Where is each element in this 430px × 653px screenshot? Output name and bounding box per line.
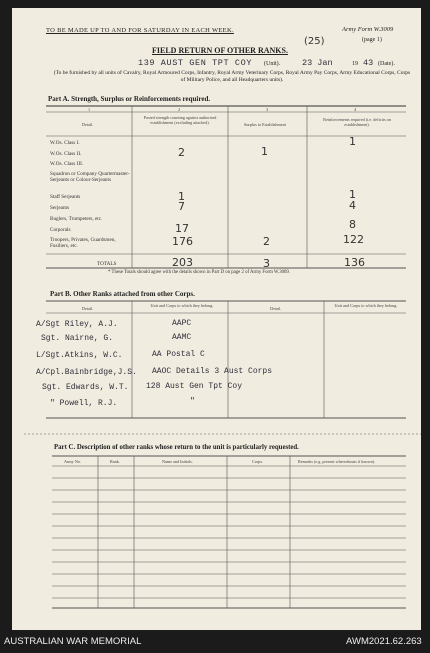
part-b-name-2: Sgt. Nairne, G. xyxy=(41,334,114,343)
footer-institution: AUSTRALIAN WAR MEMORIAL xyxy=(4,636,142,647)
col-num-1: 1 xyxy=(88,107,91,112)
row-label-sgts: Serjeants xyxy=(50,205,70,211)
col-header-surplus: Surplus to Establishment xyxy=(244,122,286,127)
year-value: 43 xyxy=(363,58,374,68)
row-surplus-troopers: 2 xyxy=(263,235,270,248)
part-b-name-6: " Powell, R.J. xyxy=(50,399,118,408)
totals-reinf: 136 xyxy=(344,256,365,269)
part-c-header-corps: Corps. xyxy=(252,459,264,464)
col-num-3: 3 xyxy=(266,107,269,112)
col-num-4: 4 xyxy=(354,107,357,112)
instruction-text: TO BE MADE UP TO AND FOR SATURDAY IN EACH WEEK. xyxy=(46,27,234,34)
part-c-header-remarks: Remarks (e.g. present whereabouts if known). xyxy=(298,459,376,464)
handwritten-number: (25) xyxy=(304,36,325,47)
part-b-name-4: A/Cpl.Bainbridge,J.S. xyxy=(36,368,137,377)
row-posted-staff-sgts: 1 xyxy=(178,190,185,203)
part-b-title: Part B. Other Ranks attached from other Corps. xyxy=(50,290,195,298)
totals-surplus: 3 xyxy=(263,257,270,270)
date-label: (Date). xyxy=(378,61,395,67)
totals-posted: 203 xyxy=(172,256,193,269)
header-note: (To be furnished by all units of Cavalry, Royal Armoured Corps, Infantry, Royal Army Veterinary Corps, Royal Army Pay Corps, Army Educational Corps, Corps of Military Police, and all Headquarters units). xyxy=(53,70,411,83)
date-value: 23 Jan xyxy=(302,58,333,68)
row-label-buglers: Buglers, Trumpeters, etc. xyxy=(50,216,103,222)
part-b-header-unit-2: Unit and Corps to which they belong. xyxy=(334,303,398,308)
row-posted-troopers: 176 xyxy=(172,235,193,248)
row-posted-sgts: 7 xyxy=(178,200,185,213)
part-b-header-detail-1: Detail. xyxy=(82,306,94,311)
row-reinf-troopers: 122 xyxy=(343,233,364,246)
part-b-unit-4: AAOC Details 3 Aust Corps xyxy=(152,367,273,376)
form-sheet xyxy=(12,8,421,630)
row-label-troopers: Troopers, Privates, Guardsmen, Fusiliers, etc. xyxy=(50,237,116,249)
row-reinf-wo1: 1 xyxy=(349,135,356,148)
part-c-header-army-no: Army No. xyxy=(64,459,81,464)
row-posted-wo2: 2 xyxy=(178,146,185,159)
row-label-wo3: W.Os. Class III. xyxy=(50,161,84,167)
row-reinf-cpls: 8 xyxy=(349,218,356,231)
part-c-title: Part C. Description of other ranks whose return to the unit is particularly requested. xyxy=(54,444,299,451)
row-reinf-staff-sgts: 1 xyxy=(349,188,356,201)
part-c-header-rank: Rank. xyxy=(110,459,120,464)
row-surplus-wo2: 1 xyxy=(261,145,268,158)
row-label-cpls: Corporals xyxy=(50,227,71,233)
form-title: FIELD RETURN OF OTHER RANKS. xyxy=(152,46,288,55)
page-number: (page 1) xyxy=(362,37,382,43)
row-label-staff-sgts: Staff Serjeants xyxy=(50,194,81,200)
row-reinf-sgts: 4 xyxy=(349,199,356,212)
totals-label: TOTALS xyxy=(97,261,117,267)
year-prefix: 19 xyxy=(352,61,358,67)
footer-accession-number: AWM2021.62.263 xyxy=(346,636,422,647)
part-b-name-3: L/Sgt.Atkins, W.C. xyxy=(36,351,123,360)
col-header-detail: Detail. xyxy=(82,122,94,127)
row-label-wo1: W.Os. Class I. xyxy=(50,140,80,146)
part-b-unit-5: 128 Aust Gen Tpt Coy xyxy=(146,382,243,391)
part-b-unit-2: AAMC xyxy=(172,333,192,342)
part-b-unit-1: AAPC xyxy=(172,319,192,328)
col-header-reinf: Reinforcements required (i.e. deficits on establishment). xyxy=(323,117,391,127)
row-posted-cpls: 17 xyxy=(175,222,189,235)
part-c-grid xyxy=(12,8,421,630)
part-a-footnote: * These Totals should agree with the details shown in Part D on page 2 of Army Form W.3009. xyxy=(108,270,291,275)
row-label-wo2: W.Os. Class II. xyxy=(50,151,82,157)
col-header-posted: Posted strength counting against authorised establishment (excluding attached). xyxy=(143,115,217,125)
part-c-header-name: Name and Initials. xyxy=(162,459,193,464)
part-b-header-unit-1: Unit and Corps to which they belong. xyxy=(150,303,214,308)
archive-footer xyxy=(0,630,430,653)
row-label-cqms: Squadron or Company Quartermaster-Serjeants or Colour-Serjeants xyxy=(50,171,130,183)
part-b-name-1: A/Sgt Riley, A.J. xyxy=(36,320,118,329)
unit-value: 139 AUST GEN TPT COY xyxy=(138,58,253,68)
form-reference: Army Form W.3009 xyxy=(342,26,394,33)
part-a-title: Part A. Strength, Surplus or Reinforcements required. xyxy=(48,95,211,103)
part-b-header-detail-2: Detail. xyxy=(270,306,282,311)
col-num-2: 2 xyxy=(178,107,181,112)
part-b-unit-3: AA Postal C xyxy=(152,350,205,359)
part-b-name-5: Sgt. Edwards, W.T. xyxy=(42,383,129,392)
unit-label: (Unit). xyxy=(264,61,281,67)
part-b-unit-6: " xyxy=(190,397,195,406)
